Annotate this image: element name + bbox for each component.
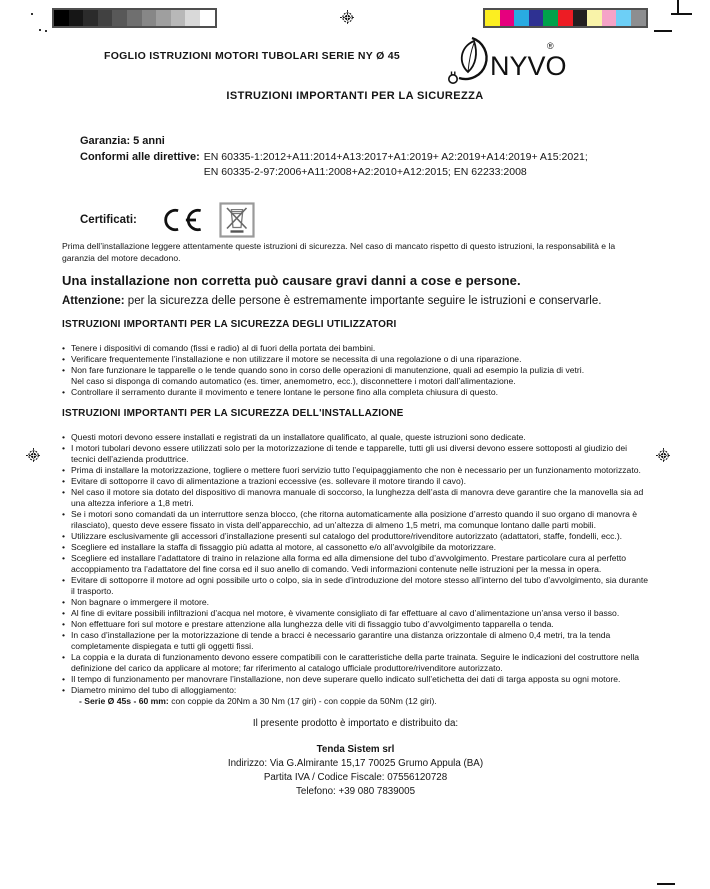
- company-name: Tenda Sistem srl: [316, 744, 395, 755]
- bullet-item: • Al fine di evitare possibili infiltrazioni d’acqua nel motore, è vivamente consigliato di far effettuare al cavo d’alimentazione un’ansa verso il basso.: [62, 608, 649, 619]
- ce-mark-icon: [161, 205, 203, 235]
- calibration-swatch: [573, 10, 588, 26]
- bullet-item: • I motori tubolari devono essere utilizzati solo per la motorizzazione di tende e tapparelle, tutti gli usi diversi devono essere sottoposti al giudizio dei tecnici dell’azienda produttrice.: [62, 443, 649, 465]
- calibration-swatch: [112, 10, 127, 26]
- grayscale-calibration-bar: [52, 8, 217, 28]
- calibration-swatch: [514, 10, 529, 26]
- calibration-swatch: [142, 10, 157, 26]
- registered-trademark-symbol: ®: [547, 41, 554, 51]
- bullet-item: • Non effettuare fori sul motore e prestare attenzione alla lunghezza delle viti di fissaggio tubo d’avvolgimento tapparella o tenda.: [62, 619, 649, 630]
- bullet-item: • Non bagnare o immergere il motore.: [62, 597, 649, 608]
- calibration-swatch: [558, 10, 573, 26]
- bullet-item: • Il tempo di funzionamento per manovrare l’installazione, non deve superare quello indicato sull’etichetta dei dati di targa apposta su ogni motore.: [62, 674, 649, 685]
- bullet-item: • Utilizzare esclusivamente gli accessori d’installazione presenti sul catalogo del produttore/rivenditore autorizzato (adattatori, staffe, fondelli, ecc.).: [62, 531, 649, 542]
- plug-icon: [449, 72, 457, 84]
- directives-line2: EN 60335-2-97:2006+A11:2008+A2:2010+A12:2015; EN 62233:2008: [203, 166, 527, 178]
- calibration-swatch: [500, 10, 515, 26]
- crop-mark: [671, 13, 692, 15]
- calibration-swatch: [616, 10, 631, 26]
- intro-paragraph: Prima dell’installazione leggere attentamente queste istruzioni di sicurezza. Nel caso di mancato rispetto di questo istruzioni, la responsabilità e la garanzia del motore decadono.: [62, 241, 616, 263]
- calibration-swatch: [171, 10, 186, 26]
- bullet-item: • Scegliere ed installare la staffa di fissaggio più adatta al motore, al cassonetto e/o all’avvolgibile da motorizzare.: [62, 542, 649, 553]
- bullet-item: • Non fare funzionare le tapparelle o le tende quando sono in corso delle operazioni di manutenzione, quali ad esempio la pulizia di vetri. Nel caso si disponga di comando automatico (es. timer, anemometro, ecc.), disconnettere i motori dall’alimentazione.: [62, 365, 649, 387]
- scan-speck: [45, 30, 47, 32]
- crop-mark: [657, 883, 675, 885]
- bullet-item: • Nel caso il motore sia dotato del dispositivo di manovra manuale di soccorso, la lunghezza dell’asta di manovra deve garantire che la manovella sia ad una altezza inferiore a 1,8 metri.: [62, 487, 649, 509]
- calibration-swatch: [98, 10, 113, 26]
- scan-speck: [39, 29, 41, 31]
- registration-mark-icon: [340, 10, 355, 25]
- calibration-swatch: [83, 10, 98, 26]
- leaf-icon: [459, 38, 487, 79]
- bullet-item: • Evitare di sottoporre il motore ad ogni possibile urto o colpo, sia in sede d’introduzione del motore stesso all’interno del tubo d’avvolgimento, sia durante il trasporto.: [62, 575, 649, 597]
- color-calibration-bar: [483, 8, 648, 28]
- calibration-swatch: [602, 10, 617, 26]
- directives-label: Conformi alle direttive:: [80, 150, 200, 163]
- bullet-item: • Controllare il serramento durante il movimento e tenere lontane le persone fino alla completa chiusura di questo.: [62, 387, 649, 398]
- bullet-item: • Se i motori sono comandati da un interruttore senza blocco, (che ritorna automaticamente alla posizione d’arresto quando il suo organo di manovra è rilasciato), questo deve essere fissato in vista dell’apparecchio, ad un’altezza di almeno 1,5 metri, ma comunque lontano dalle parti mobili.: [62, 509, 649, 531]
- main-heading: ISTRUZIONI IMPORTANTI PER LA SICUREZZA: [226, 90, 484, 102]
- calibration-swatch: [631, 10, 646, 26]
- company-vat: Partita IVA / Codice Fiscale: 07556120728: [263, 772, 448, 783]
- warning-statement: Una installazione non corretta può causare gravi danni a cose e persone.: [62, 273, 521, 288]
- warranty-label: Garanzia:: [80, 135, 131, 147]
- calibration-swatch: [185, 10, 200, 26]
- section-heading-installation: ISTRUZIONI IMPORTANTI PER LA SICUREZZA DELL'INSTALLAZIONE: [62, 408, 404, 419]
- calibration-swatch: [200, 10, 215, 26]
- document-body: [62, 241, 649, 799]
- bullet-item: • Evitare di sottoporre il cavo di alimentazione a trazioni eccessive (es. sollevare il motore tirando il cavo).: [62, 476, 649, 487]
- calibration-swatch: [485, 10, 500, 26]
- bullet-item: • Scegliere ed installare l’adattatore di traino in relazione alla forma ed alla dimensione del tubo d’avvolgimento. Prestare particolare cura al perfetto accoppiamento tra l’adattatore del fine corsa ed il suo anello di comando. Vedi informazioni contenute nelle istruzioni per la messa in opera.: [62, 553, 649, 575]
- calibration-swatch: [529, 10, 544, 26]
- distributed-by-line: Il presente prodotto è importato e distribuito da:: [252, 718, 459, 729]
- registration-mark-icon: [656, 448, 671, 463]
- crop-mark: [654, 30, 672, 32]
- crop-mark: [677, 0, 679, 13]
- certificates-row: [80, 202, 271, 238]
- calibration-swatch: [54, 10, 69, 26]
- company-address: Indirizzo: Via G.Almirante 15,17 70025 Grumo Appula (BA): [227, 758, 484, 769]
- calibration-swatch: [69, 10, 84, 26]
- warranty-value: 5 anni: [133, 135, 165, 147]
- warranty-directives-block: [80, 134, 588, 181]
- nyvo-logo: [444, 35, 567, 92]
- installation-safety-list: [62, 432, 649, 707]
- calibration-swatch: [127, 10, 142, 26]
- attention-label: Attenzione:: [62, 295, 125, 307]
- bullet-item: • Prima di installare la motorizzazione, togliere o mettere fuori servizio tutto l’equipaggiamento che non è necessario per un funzionamento motorizzato.: [62, 465, 649, 476]
- section-heading-users: ISTRUZIONI IMPORTANTI PER LA SICUREZZA DEGLI UTILIZZATORI: [62, 319, 397, 330]
- bullet-item: • In caso d’installazione per la motorizzazione di tende a bracci è necessario garantire una distanza orizzontale di almeno 0,4 metri, tra la tenda completamente dispiegata e tutti gli oggetti fissi.: [62, 630, 649, 652]
- attention-paragraph: [62, 293, 649, 309]
- document-title: FOGLIO ISTRUZIONI MOTORI TUBOLARI SERIE NY Ø 45: [104, 50, 401, 62]
- users-safety-list: [62, 343, 649, 398]
- directives-line: [80, 150, 588, 181]
- registration-mark-icon: [26, 448, 41, 463]
- bullet-item: • La coppia e la durata di funzionamento devono essere compatibili con le caratteristiche della parte trainata. Seguire le indicazioni del costruttore nella definizione del carico da applicare al motore; far riferimento al catalogo ufficiale produttore/rivenditore autorizzato.: [62, 652, 649, 674]
- calibration-swatch: [587, 10, 602, 26]
- distributor-block: [62, 717, 649, 799]
- warranty-line: [80, 134, 588, 150]
- directives-line1: EN 60335-1:2012+A11:2014+A13:2017+A1:2019+ A2:2019+A14:2019+ A15:2021;: [203, 150, 588, 163]
- bullet-item: • Questi motori devono essere installati e registrati da un installatore qualificato, al quale, queste istruzioni sono dedicate.: [62, 432, 649, 443]
- calibration-swatch: [543, 10, 558, 26]
- certificates-label: Certificati:: [80, 214, 137, 226]
- directives-values: [204, 150, 588, 181]
- attention-text: per la sicurezza delle persone è estremamente importante seguire le istruzioni e conservarle.: [124, 295, 602, 307]
- scan-speck: [31, 13, 33, 15]
- weee-crossed-bin-icon: [219, 202, 255, 238]
- company-phone: Telefono: +39 080 7839005: [295, 786, 416, 797]
- bullet-item: • Tenere i dispositivi di comando (fissi e radio) al di fuori della portata dei bambini.: [62, 343, 649, 354]
- bullet-item: • Verificare frequentemente l’installazione e non utilizzare il motore se necessita di una regolazione o di una riparazione.: [62, 354, 649, 365]
- logo-wordmark: NYVO: [490, 51, 567, 81]
- bullet-item: • Diametro minimo del tubo di alloggiamento: - Serie Ø 45s - 60 mm: con coppie da 20Nm a 30 Nm (17 giri) - con coppie da 50Nm (12 giri).: [62, 685, 649, 707]
- calibration-swatch: [156, 10, 171, 26]
